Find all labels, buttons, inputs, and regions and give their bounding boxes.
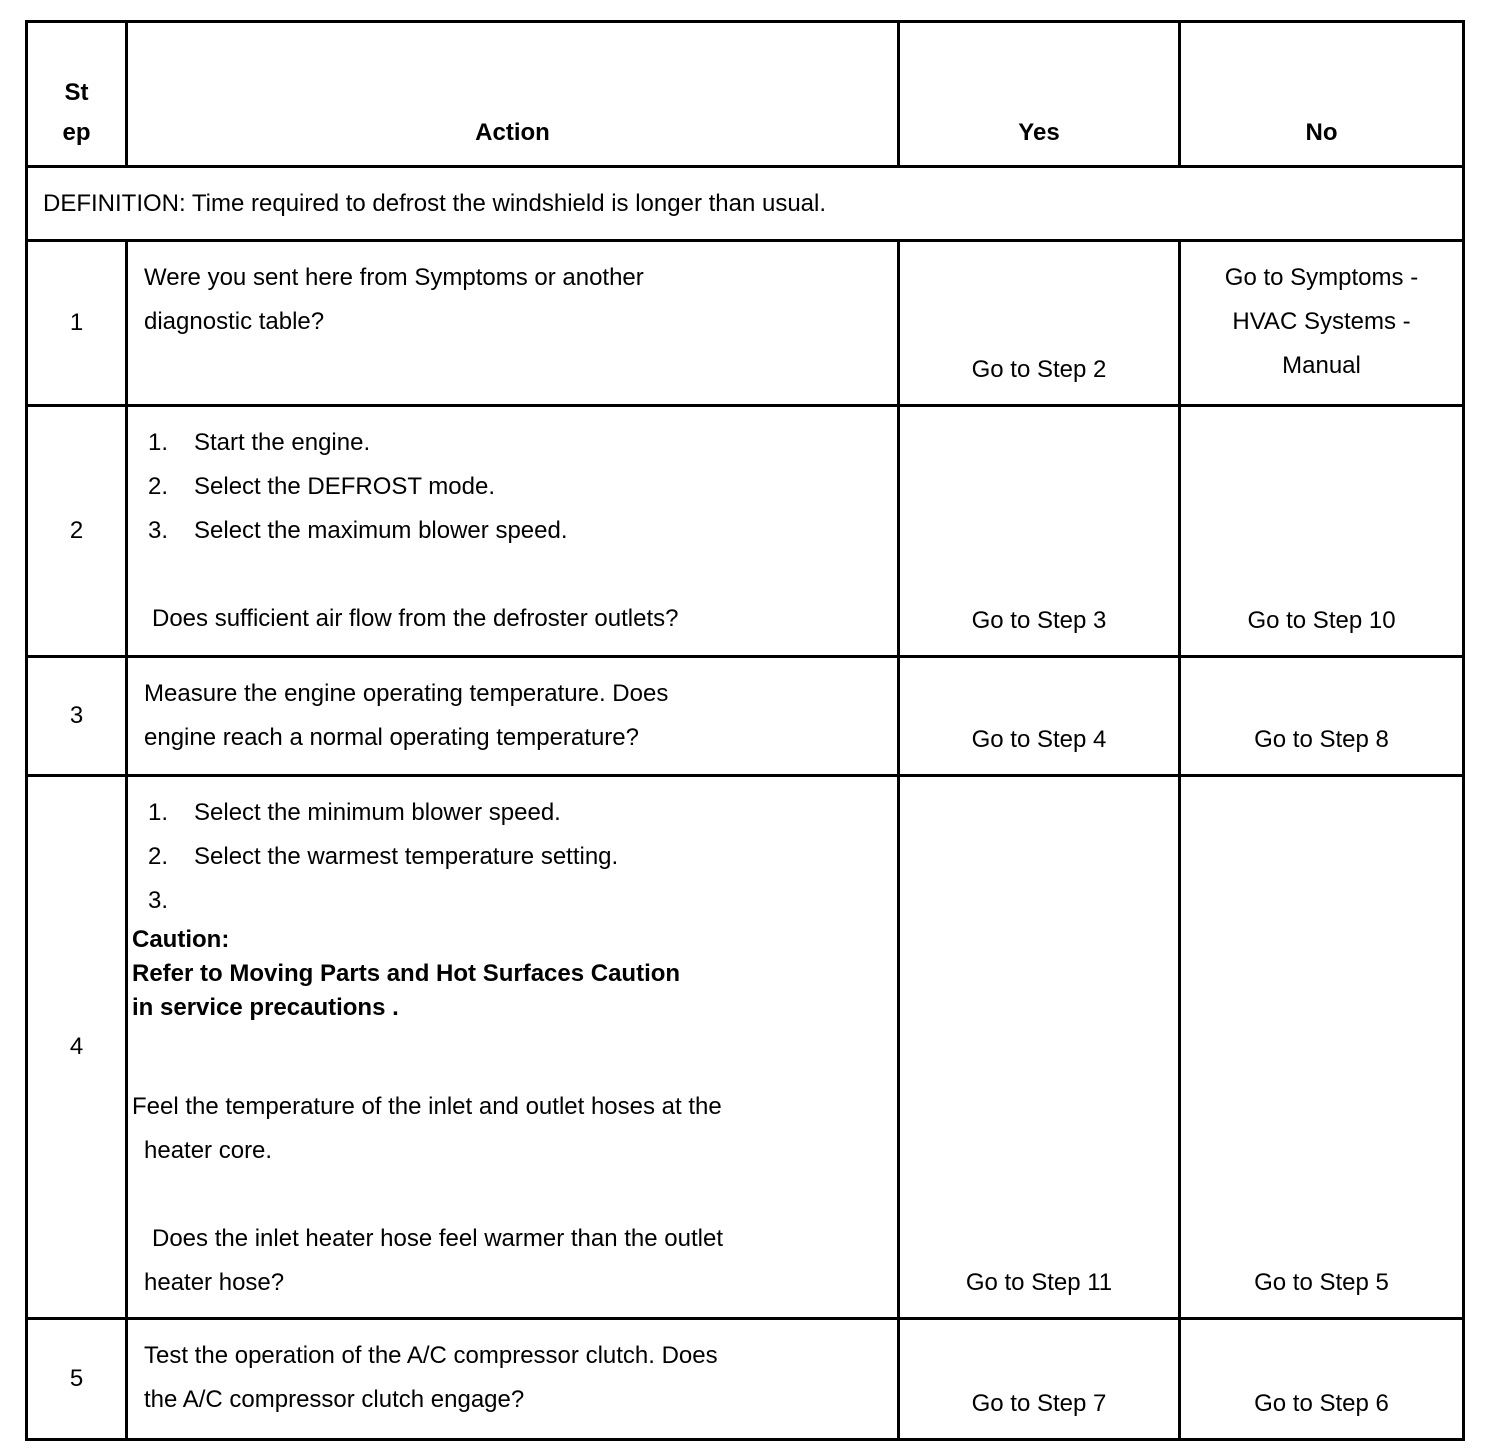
- no-link[interactable]: Go to Step 6: [1254, 1390, 1389, 1417]
- step-number: 1: [27, 241, 127, 406]
- list-item: 1. Select the minimum blower speed.: [148, 799, 561, 826]
- action-line: engine reach a normal operating temperature?: [144, 724, 639, 751]
- header-step: St ep: [27, 22, 127, 167]
- step-number: 4: [27, 776, 127, 1319]
- feel-line: heater core.: [144, 1137, 273, 1164]
- no-cell: [1180, 776, 1464, 1319]
- table-row: [27, 1319, 1464, 1440]
- action-line: the A/C compressor clutch engage?: [144, 1386, 525, 1413]
- table-row: [27, 657, 1464, 776]
- step-number: 5: [27, 1319, 127, 1440]
- header-no: No: [1180, 22, 1464, 167]
- yes-cell: [899, 1319, 1180, 1440]
- definition-text: DEFINITION: Time required to defrost the windshield is longer than usual.: [27, 167, 1464, 241]
- yes-link[interactable]: Go to Step 3: [971, 607, 1107, 634]
- no-cell: [1180, 657, 1464, 776]
- action-cell: [127, 776, 899, 1319]
- yes-link[interactable]: Go to Step 11: [965, 1269, 1113, 1296]
- action-line: diagnostic table?: [144, 308, 325, 335]
- table-row: [27, 776, 1464, 1319]
- diagnostic-table: [25, 20, 1465, 1441]
- list-item: 2. Select the warmest temperature setting.: [148, 843, 619, 870]
- yes-link[interactable]: Go to Step 4: [971, 726, 1107, 753]
- no-cell: [1180, 406, 1464, 657]
- no-cell: [1180, 1319, 1464, 1440]
- table-header-row: [27, 22, 1464, 167]
- caution-title: Caution:: [132, 926, 230, 953]
- definition-row: [27, 167, 1464, 241]
- yes-cell: [899, 241, 1180, 406]
- list-item: 3. Select the maximum blower speed.: [148, 517, 568, 544]
- yes-link[interactable]: Go to Step 7: [971, 1390, 1107, 1417]
- table-row: [27, 241, 1464, 406]
- action-cell: [127, 1319, 899, 1440]
- caution-line: in service precautions .: [132, 994, 399, 1021]
- step-number: 3: [27, 657, 127, 776]
- action-cell: [127, 657, 899, 776]
- step-number: 2: [27, 406, 127, 657]
- caution-line: Refer to Moving Parts and Hot Surfaces Caution: [132, 960, 681, 987]
- action-line: Were you sent here from Symptoms or another: [144, 264, 644, 291]
- numbered-list: [144, 791, 885, 923]
- no-link-line[interactable]: HVAC Systems -: [1232, 308, 1411, 335]
- action-line: Test the operation of the A/C compressor clutch. Does: [144, 1342, 718, 1369]
- action-cell: [127, 241, 899, 406]
- feel-line: Feel the temperature of the inlet and outlet hoses at the: [132, 1093, 722, 1120]
- question-line: heater hose?: [144, 1269, 285, 1296]
- table-row: [27, 406, 1464, 657]
- header-action: Action: [127, 22, 899, 167]
- question-text: Does sufficient air flow from the defroster outlets?: [152, 605, 679, 632]
- no-cell: [1180, 241, 1464, 406]
- yes-cell: [899, 657, 1180, 776]
- question-line: Does the inlet heater hose feel warmer than the outlet: [152, 1225, 724, 1252]
- yes-link[interactable]: Go to Step 2: [971, 356, 1107, 383]
- action-cell: [127, 406, 899, 657]
- no-link-line[interactable]: Manual: [1282, 352, 1361, 379]
- no-link[interactable]: Go to Step 8: [1254, 726, 1389, 753]
- header-yes: Yes: [899, 22, 1180, 167]
- action-line: Measure the engine operating temperature. Does: [144, 680, 669, 707]
- list-item: 1. Start the engine.: [148, 429, 371, 456]
- yes-cell: [899, 406, 1180, 657]
- no-link[interactable]: Go to Step 10: [1247, 607, 1396, 634]
- yes-cell: [899, 776, 1180, 1319]
- no-link[interactable]: Go to Step 5: [1254, 1269, 1389, 1296]
- list-item: 2. Select the DEFROST mode.: [148, 473, 496, 500]
- no-link-line[interactable]: Go to Symptoms -: [1224, 264, 1419, 291]
- numbered-list: [144, 421, 885, 553]
- list-item: 3.: [148, 887, 169, 914]
